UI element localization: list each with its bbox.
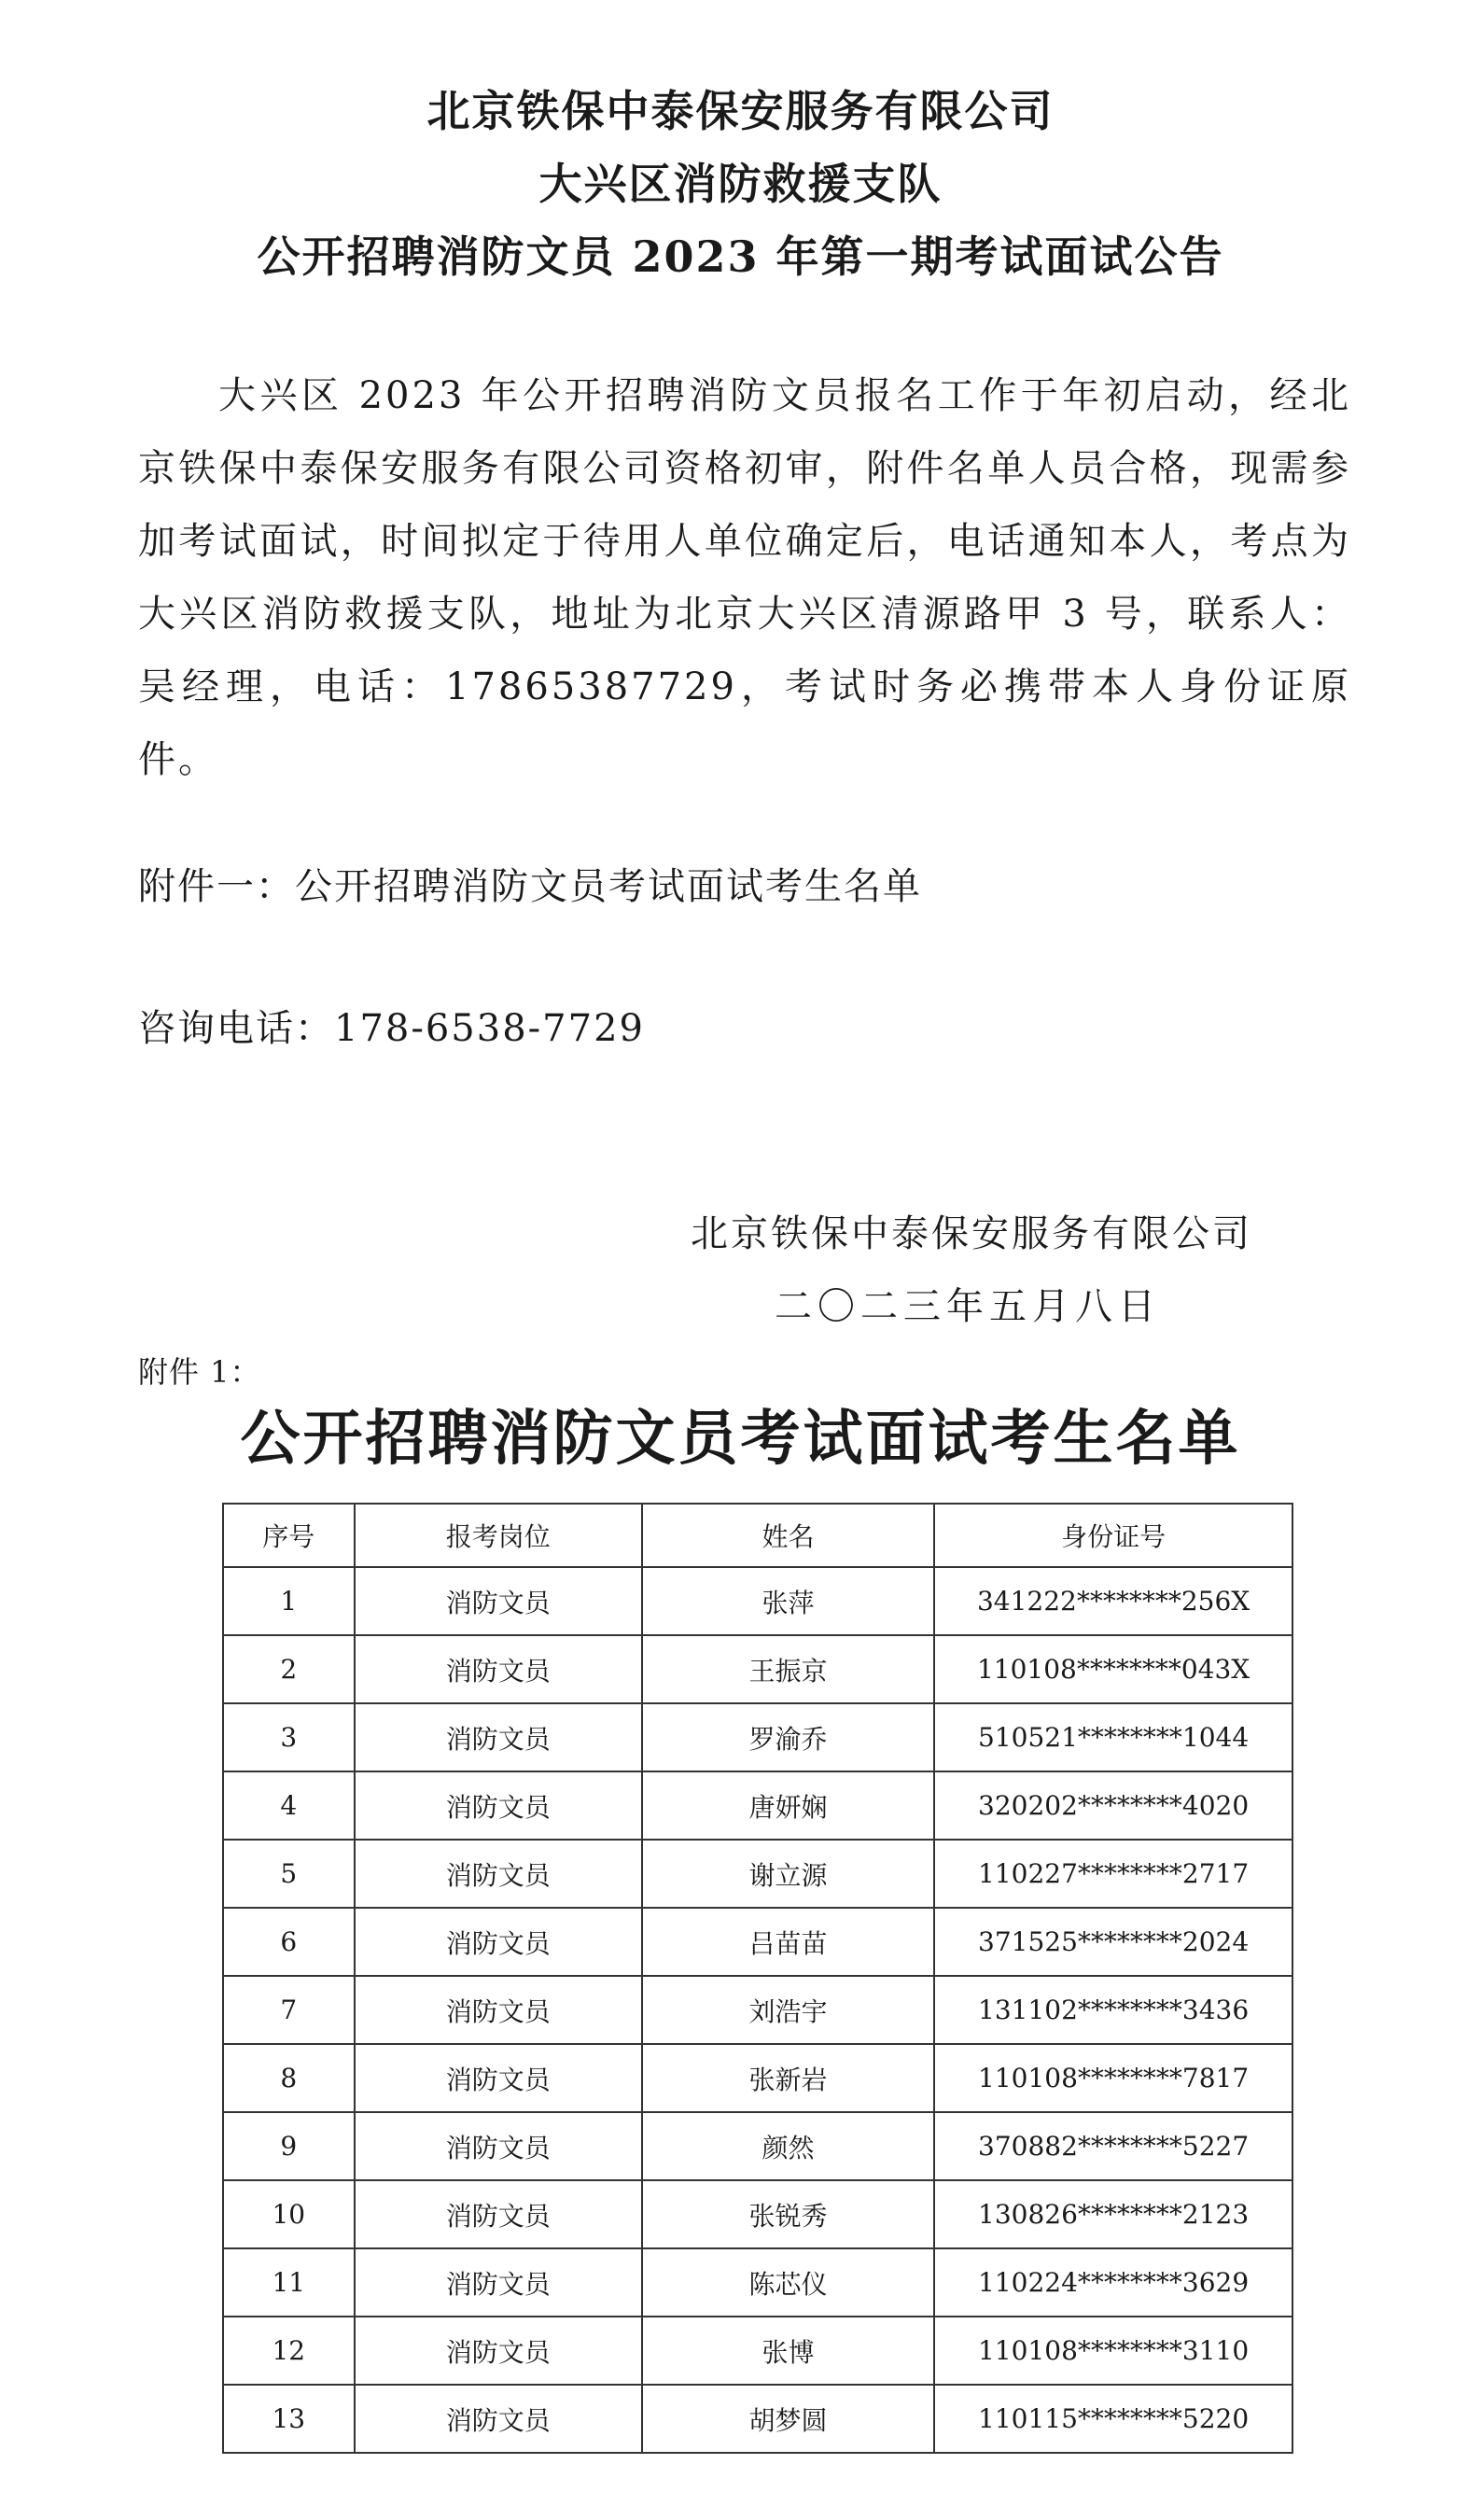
table-row [223, 1908, 1292, 1976]
table-row [223, 1840, 1292, 1908]
cell-position: 消防文员 [355, 2385, 642, 2453]
cell-name: 唐妍娴 [642, 1771, 934, 1840]
cell-index: 12 [223, 2317, 355, 2385]
table-row [223, 2317, 1292, 2385]
cell-name: 陈芯仪 [642, 2248, 934, 2317]
header-title: 公开招聘消防文员 2023 年第一期考试面试公告 [257, 231, 1224, 282]
cell-position: 消防文员 [355, 1771, 642, 1840]
cell-name: 颜然 [642, 2112, 934, 2180]
column-header-index: 序号 [223, 1504, 355, 1567]
cell-index: 5 [223, 1840, 355, 1908]
cell-name: 张新岩 [642, 2044, 934, 2112]
column-header-name: 姓名 [642, 1504, 934, 1567]
consult-phone: 咨询电话：178-6538-7729 [138, 1007, 645, 1050]
cell-index: 11 [223, 2248, 355, 2317]
table-row [223, 2180, 1292, 2248]
cell-id-number: 320202********4020 [934, 1771, 1292, 1840]
cell-index: 9 [223, 2112, 355, 2180]
column-header-id-number: 身份证号 [934, 1504, 1292, 1567]
cell-id-number: 370882********5227 [934, 2112, 1292, 2180]
cell-id-number: 110227********2717 [934, 1840, 1292, 1908]
cell-id-number: 131102********3436 [934, 1976, 1292, 2044]
table-row [223, 2044, 1292, 2112]
signature-company: 北京铁保中泰保安服务有限公司 [691, 1212, 1252, 1255]
cell-name: 张锐秀 [642, 2180, 934, 2248]
cell-index: 7 [223, 1976, 355, 2044]
table-row [223, 1635, 1292, 1703]
cell-index: 3 [223, 1703, 355, 1771]
cell-position: 消防文员 [355, 2112, 642, 2180]
annex-title: 公开招聘消防文员考试面试考生名单 [240, 1404, 1241, 1474]
cell-id-number: 110115********5220 [934, 2385, 1292, 2453]
column-header-position: 报考岗位 [355, 1504, 642, 1567]
cell-id-number: 110224********3629 [934, 2248, 1292, 2317]
announcement-body: 大兴区 2023 年公开招聘消防文员报名工作于年初启动，经北京铁保中泰保安服务有限公司资格初审，附件名单人员合格，现需参加考试面试，时间拟定于待用人单位确定后，电话通知本人，考点为大兴区消防救援支队，地址为北京大兴区清源路甲 3 号，联系人：吴经理，电话：17865387729，考试时务必携带本人身份证原件。 [138, 374, 1351, 781]
cell-id-number: 371525********2024 [934, 1908, 1292, 1976]
table-row [223, 1976, 1292, 2044]
header-department: 大兴区消防救援支队 [538, 159, 943, 209]
cell-name: 张萍 [642, 1567, 934, 1635]
cell-index: 2 [223, 1635, 355, 1703]
attachment-reference: 附件一：公开招聘消防文员考试面试考生名单 [138, 865, 922, 908]
cell-position: 消防文员 [355, 2044, 642, 2112]
cell-id-number: 130826********2123 [934, 2180, 1292, 2248]
cell-name: 谢立源 [642, 1840, 934, 1908]
cell-position: 消防文员 [355, 1976, 642, 2044]
cell-name: 王振京 [642, 1635, 934, 1703]
cell-name: 胡梦圆 [642, 2385, 934, 2453]
cell-index: 8 [223, 2044, 355, 2112]
cell-index: 10 [223, 2180, 355, 2248]
cell-id-number: 341222********256X [934, 1567, 1292, 1635]
cell-position: 消防文员 [355, 1567, 642, 1635]
candidate-table [222, 1503, 1293, 2454]
cell-position: 消防文员 [355, 1703, 642, 1771]
table-row [223, 2112, 1292, 2180]
cell-position: 消防文员 [355, 2248, 642, 2317]
cell-name: 吕苗苗 [642, 1908, 934, 1976]
cell-position: 消防文员 [355, 1908, 642, 1976]
cell-name: 刘浩宇 [642, 1976, 934, 2044]
cell-position: 消防文员 [355, 2317, 642, 2385]
cell-index: 6 [223, 1908, 355, 1976]
cell-name: 张博 [642, 2317, 934, 2385]
table-row [223, 2385, 1292, 2453]
cell-id-number: 110108********043X [934, 1635, 1292, 1703]
announcement-header [0, 75, 1481, 293]
annex-label: 附件 1： [138, 1354, 261, 1390]
cell-position: 消防文员 [355, 2180, 642, 2248]
table-row [223, 1703, 1292, 1771]
header-company: 北京铁保中泰保安服务有限公司 [426, 86, 1055, 136]
signature-date: 二〇二三年五月八日 [775, 1285, 1161, 1328]
table-body [223, 1567, 1292, 2453]
cell-id-number: 510521********1044 [934, 1703, 1292, 1771]
cell-name: 罗渝乔 [642, 1703, 934, 1771]
cell-position: 消防文员 [355, 1840, 642, 1908]
table-row [223, 1567, 1292, 1635]
table-row [223, 2248, 1292, 2317]
cell-position: 消防文员 [355, 1635, 642, 1703]
table-header-row [223, 1504, 1292, 1567]
cell-index: 13 [223, 2385, 355, 2453]
cell-id-number: 110108********7817 [934, 2044, 1292, 2112]
cell-index: 1 [223, 1567, 355, 1635]
cell-index: 4 [223, 1771, 355, 1840]
table-row [223, 1771, 1292, 1840]
cell-id-number: 110108********3110 [934, 2317, 1292, 2385]
